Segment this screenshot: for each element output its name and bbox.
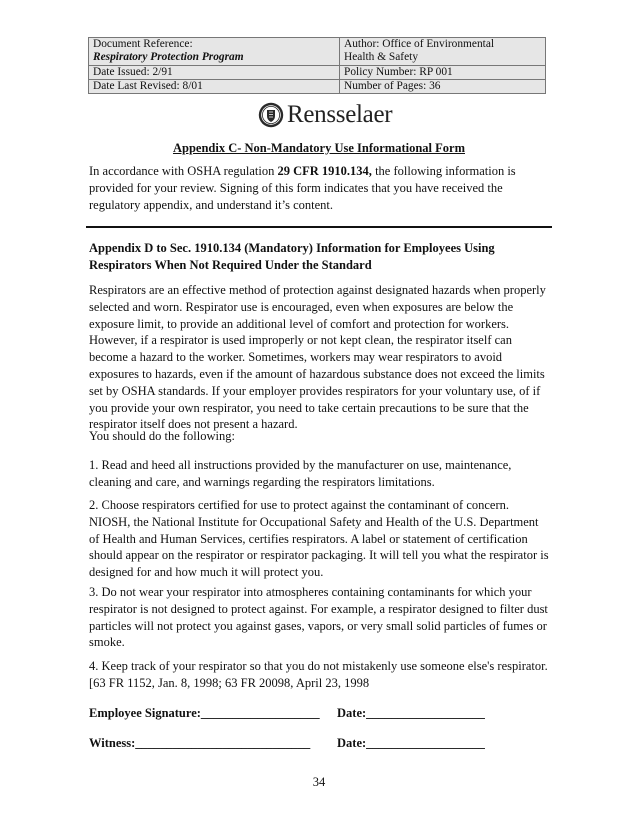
instruction-item-1: 1. Read and heed all instructions provided by the manufacturer on use, maintenance, cleaning and care, and warnings regarding the respirators limitations.	[89, 458, 512, 489]
intro-text-end: the following information is provided for your review. Signing of this form indicates that you have received the regulatory appendix, and understand it’s content.	[89, 164, 516, 212]
author-line-2: Health & Safety	[344, 51, 419, 63]
author-line-1: Author: Office of Environmental	[344, 38, 495, 50]
document-header-table	[88, 37, 546, 94]
appendix-d-title-line-2: Respirators When Not Required Under the Standard	[89, 257, 372, 272]
doc-reference-cell	[89, 38, 340, 66]
intro-paragraph: Respirators are an effective method of protection against designated hazards when properly selected and worn. Respirator use is encouraged, even when exposures are below the exposure limit, to provide an additional level of comfort and protection for workers. However, if a respirator is used improperly or not kept clean, the respirator itself can become a hazard to the worker. Sometimes, workers may wear respirators to avoid exposures to hazards, even if the amount of hazardous substance does not exceed the limits set by OSHA standards. If your employer provides respirators for your voluntary use, of if you provide your own respirator, you need to take certain precautions to be sure that the respirator itself does not present a hazard.	[89, 283, 546, 432]
instruction-item-3: 3. Do not wear your respirator into atmospheres containing contaminants for which your respirator is not designed to protect against. For example, a respirator designed to filter dust particles will not protect you against gases, vapors, or very small solid particles of fumes or smoke.	[89, 585, 548, 650]
date-revised-cell: Date Last Revised: 8/01	[89, 80, 340, 94]
should-do-heading: You should do the following:	[89, 429, 235, 443]
page-number: 34	[312, 775, 326, 789]
employee-date-line: Date:___________________	[337, 706, 485, 720]
doc-reference-value: Respiratory Protection Program	[93, 51, 244, 63]
appendix-d-title-line-1: Appendix D to Sec. 1910.134 (Mandatory) Information for Employees Using	[89, 241, 495, 255]
witness-signature-line: Witness:____________________________	[89, 736, 311, 750]
appendix-d-title	[89, 240, 551, 274]
author-cell	[340, 38, 546, 66]
logo-wordmark: Rensselaer	[287, 101, 393, 128]
intro-regulation: 29 CFR 1910.134,	[277, 164, 372, 178]
policy-number-cell: Policy Number: RP 001	[340, 66, 546, 80]
instruction-item-4: 4. Keep track of your respirator so that you do not mistakenly use someone else's respirator. [63 FR 1152, Jan. 8, 1998; 63 FR 20098, April 23, 1998	[89, 659, 548, 690]
doc-reference-label: Document Reference:	[93, 38, 193, 50]
employee-signature-line: Employee Signature:___________________	[89, 706, 320, 720]
page-count-cell: Number of Pages: 36	[340, 80, 546, 94]
appendix-c-title: Appendix C- Non-Mandatory Use Informational Form	[172, 141, 465, 155]
witness-date-line: Date:___________________	[337, 736, 485, 750]
intro-text-start: In accordance with OSHA regulation	[89, 164, 278, 178]
section-divider	[86, 226, 552, 228]
instruction-item-2: 2. Choose respirators certified for use to protect against the contaminant of concern. NIOSH, the National Institute for Occupational Safety and Health of the U.S. Department of Health and Human Services, certifies respirators. A label or statement of certification should appear on the respirator or respirator packaging. It will tell you what the respirator is designed for and how much it will protect you.	[89, 498, 549, 580]
seal-icon	[258, 102, 284, 128]
date-issued-cell: Date Issued: 2/91	[89, 66, 340, 80]
rensselaer-logo	[258, 100, 392, 130]
appendix-c-intro	[89, 163, 551, 213]
